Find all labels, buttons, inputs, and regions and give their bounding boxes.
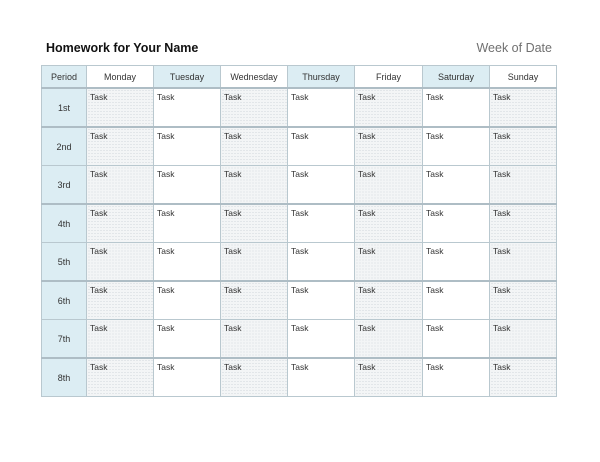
task-cell[interactable]: Task	[355, 88, 423, 127]
task-cell[interactable]: Task	[288, 166, 355, 205]
task-cell[interactable]: Task	[87, 281, 154, 320]
task-cell[interactable]: Task	[221, 166, 288, 205]
task-cell[interactable]: Task	[288, 358, 355, 397]
task-cell[interactable]: Task	[87, 166, 154, 205]
task-cell[interactable]: Task	[355, 320, 423, 359]
task-cell[interactable]: Task	[288, 204, 355, 243]
task-cell[interactable]: Task	[154, 166, 221, 205]
task-cell[interactable]: Task	[288, 281, 355, 320]
task-cell[interactable]: Task	[490, 88, 557, 127]
task-cell[interactable]: Task	[423, 243, 490, 282]
task-cell[interactable]: Task	[423, 127, 490, 166]
task-cell[interactable]: Task	[355, 127, 423, 166]
period-label: 8th	[42, 358, 87, 397]
day-header-sunday: Sunday	[490, 66, 557, 89]
task-cell[interactable]: Task	[154, 204, 221, 243]
day-header-monday: Monday	[87, 66, 154, 89]
task-cell[interactable]: Task	[87, 320, 154, 359]
task-cell[interactable]: Task	[490, 358, 557, 397]
task-cell[interactable]: Task	[355, 243, 423, 282]
task-cell[interactable]: Task	[221, 243, 288, 282]
day-header-saturday: Saturday	[423, 66, 490, 89]
day-header-friday: Friday	[355, 66, 423, 89]
task-cell[interactable]: Task	[288, 88, 355, 127]
period-label: 4th	[42, 204, 87, 243]
day-header-wednesday: Wednesday	[221, 66, 288, 89]
task-cell[interactable]: Task	[423, 358, 490, 397]
task-cell[interactable]: Task	[154, 320, 221, 359]
task-cell[interactable]: Task	[490, 320, 557, 359]
task-cell[interactable]: Task	[221, 204, 288, 243]
period-label: 6th	[42, 281, 87, 320]
homework-table	[41, 65, 557, 397]
table-row	[42, 166, 557, 205]
task-cell[interactable]: Task	[355, 358, 423, 397]
task-cell[interactable]: Task	[154, 127, 221, 166]
task-cell[interactable]: Task	[87, 127, 154, 166]
task-cell[interactable]: Task	[288, 243, 355, 282]
period-label: 7th	[42, 320, 87, 359]
task-cell[interactable]: Task	[490, 204, 557, 243]
task-cell[interactable]: Task	[87, 88, 154, 127]
task-cell[interactable]: Task	[87, 358, 154, 397]
task-cell[interactable]: Task	[423, 320, 490, 359]
task-cell[interactable]: Task	[87, 204, 154, 243]
task-cell[interactable]: Task	[355, 204, 423, 243]
task-cell[interactable]: Task	[490, 166, 557, 205]
table-row	[42, 88, 557, 127]
table-row	[42, 281, 557, 320]
task-cell[interactable]: Task	[423, 166, 490, 205]
task-cell[interactable]: Task	[288, 127, 355, 166]
period-label: 3rd	[42, 166, 87, 205]
period-label: 5th	[42, 243, 87, 282]
table-row	[42, 243, 557, 282]
task-cell[interactable]: Task	[221, 127, 288, 166]
day-header-tuesday: Tuesday	[154, 66, 221, 89]
task-cell[interactable]: Task	[423, 88, 490, 127]
task-cell[interactable]: Task	[154, 88, 221, 127]
task-cell[interactable]: Task	[355, 281, 423, 320]
task-cell[interactable]: Task	[490, 127, 557, 166]
day-header-thursday: Thursday	[288, 66, 355, 89]
table-row	[42, 358, 557, 397]
task-cell[interactable]: Task	[423, 281, 490, 320]
period-column-header: Period	[42, 66, 87, 89]
header-row	[42, 66, 557, 89]
task-cell[interactable]: Task	[221, 281, 288, 320]
task-cell[interactable]: Task	[221, 88, 288, 127]
week-of-date: Week of Date	[476, 41, 552, 55]
period-label: 2nd	[42, 127, 87, 166]
task-cell[interactable]: Task	[154, 358, 221, 397]
task-cell[interactable]: Task	[423, 204, 490, 243]
task-cell[interactable]: Task	[154, 243, 221, 282]
task-cell[interactable]: Task	[490, 281, 557, 320]
task-cell[interactable]: Task	[490, 243, 557, 282]
task-cell[interactable]: Task	[288, 320, 355, 359]
task-cell[interactable]: Task	[154, 281, 221, 320]
task-cell[interactable]: Task	[221, 358, 288, 397]
task-cell[interactable]: Task	[355, 166, 423, 205]
page-title: Homework for Your Name	[46, 41, 199, 55]
task-cell[interactable]: Task	[221, 320, 288, 359]
table-row	[42, 204, 557, 243]
task-cell[interactable]: Task	[87, 243, 154, 282]
table-row	[42, 127, 557, 166]
period-label: 1st	[42, 88, 87, 127]
table-row	[42, 320, 557, 359]
